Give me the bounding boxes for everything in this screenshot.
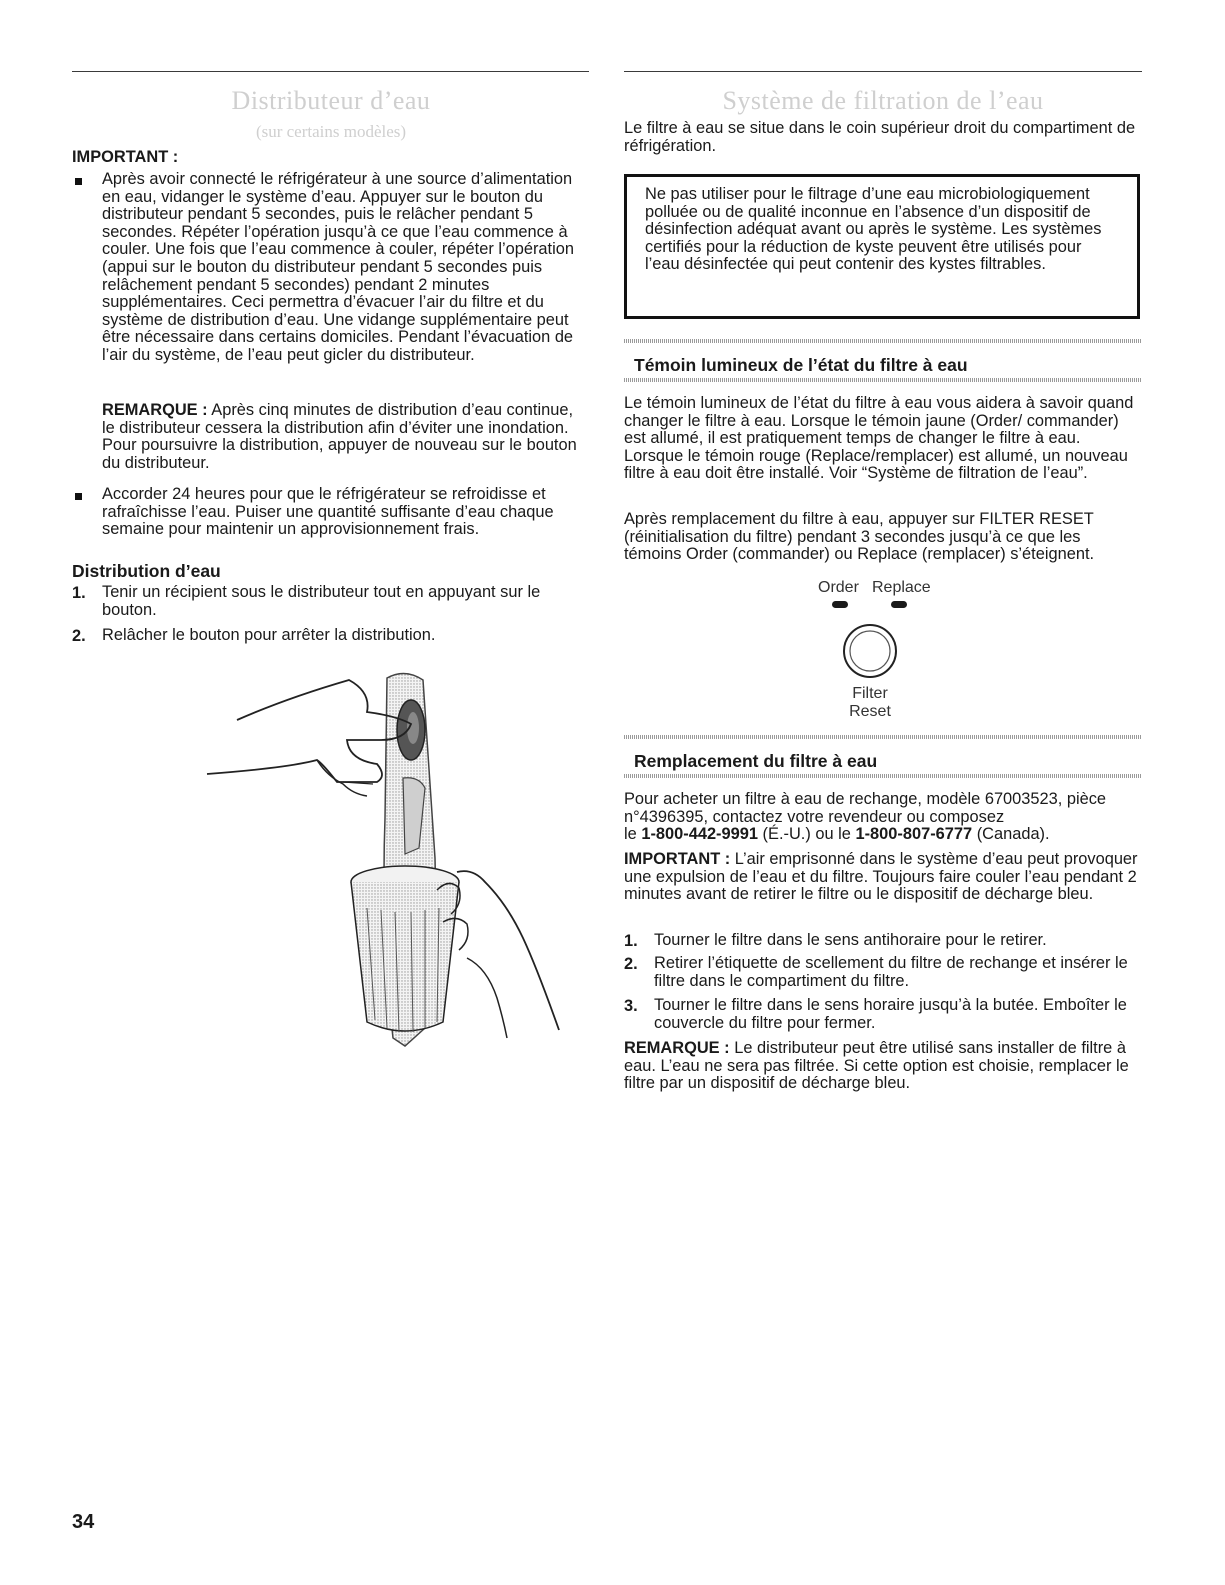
section-title: Système de filtration de l’eau <box>722 86 1044 115</box>
step-number: 1. <box>72 584 86 602</box>
filter-label: Filter <box>852 685 888 702</box>
remarque-paragraph <box>624 1040 1142 1093</box>
hatch-divider <box>624 339 1142 343</box>
purchase-le: le <box>624 825 637 844</box>
purchase-paragraph <box>624 791 1142 844</box>
important-label: IMPORTANT : <box>624 850 731 868</box>
phone-canada-suffix: (Canada). <box>976 825 1050 844</box>
intro-paragraph: Le filtre à eau se situe dans le coin supérieur droit du compartiment de réfrigération. <box>624 119 1136 155</box>
remarque-text: Après cinq minutes de distribution d’eau continue, le distributeur cessera la distribution afin d’éviter une inondation. Pour poursuivre la distribution, appuyer de nouveau sur le bouton du distributeur. <box>102 401 577 472</box>
replace-light-icon <box>891 601 907 608</box>
phone-us-suffix: (É.-U.) ou le <box>762 825 851 844</box>
bullet-marker <box>75 493 82 500</box>
page-number: 34 <box>72 1511 95 1533</box>
step-number: 2. <box>72 627 86 645</box>
distribution-heading: Distribution d’eau <box>72 561 221 581</box>
indicator-paragraph: Le témoin lumineux de l’état du filtre à eau vous aidera à savoir quand changer le filtre à eau. Lorsque le témoin jaune (Order/ commander) est allumé, il est pratiquement temps de changer le filtre à eau. Lorsque le témoin rouge (Replace/remplacer) est allumé, un nouveau filtre à eau doit être installé. Voir “Système de filtration de l’eau”. <box>624 394 1134 483</box>
hatch-divider <box>624 378 1142 382</box>
remarque-label: REMARQUE : <box>102 401 208 419</box>
warning-box <box>624 174 1140 319</box>
bullet-text-cooling: Accorder 24 heures pour que le réfrigérateur se refroidisse et rafraîchisse l’eau. Puiser une quantité suffisante d’eau chaque semaine pour maintenir un approvisionnement frais. <box>102 485 554 539</box>
step-text: Tourner le filtre dans le sens horaire jusqu’à la butée. Emboîter le couvercle du filtre pour fermer. <box>654 996 1127 1032</box>
section-title: Distributeur d’eau <box>231 86 431 115</box>
filter-reset-button-icon <box>842 623 898 679</box>
remarque-paragraph <box>102 402 590 472</box>
step-text: Tourner le filtre dans le sens antihoraire pour le retirer. <box>654 931 1047 949</box>
top-rule <box>624 71 1142 72</box>
remarque-label: REMARQUE : <box>624 1039 730 1057</box>
warning-text: Ne pas utiliser pour le filtrage d’une eau microbiologiquement polluée ou de qualité inconnue en l’absence d’un dispositif de désinfection adéquat avant ou après le système. Les systèmes certifiés pour la réduction de kyste peuvent être utilisés pour l’eau désinfectée qui peut contenir des kystes filtrables. <box>645 185 1102 274</box>
hatch-divider <box>624 774 1142 778</box>
step-text: Retirer l’étiquette de scellement du filtre de rechange et insérer le filtre dans le compartiment du filtre. <box>654 954 1128 990</box>
top-rule <box>72 71 589 72</box>
phone-canada: 1-800-807-6777 <box>855 825 973 844</box>
bullet-text-flush: Après avoir connecté le réfrigérateur à une source d’alimentation en eau, vidanger le système d’eau. Appuyer sur le bouton du distributeur pendant 5 secondes, puis le relâcher pendant 5 secondes. Répéter l’opération jusqu’à ce que l’eau commence à couler. Une fois que l’eau commence à couler, répéter l’opération (appui sur le bouton du distributeur pendant 5 secondes puis relâchement pendant 5 secondes) pendant 2 minutes supplémentaires. Ceci permettra d’évacuer l’air du filtre et du système de distribution d’eau. Une vidange supplémentaire peut être nécessaire dans certains domiciles. Pendant l’évacuation de l’air du système, de l’eau peut gicler du distributeur. <box>102 170 574 364</box>
filter-status-panel <box>810 576 960 722</box>
indicator-heading: Témoin lumineux de l’état du filtre à eau <box>634 355 968 375</box>
bullet-marker <box>75 178 82 185</box>
replace-label: Replace <box>872 579 931 596</box>
hatch-divider <box>624 735 1142 739</box>
phone-us: 1-800-442-9991 <box>641 825 758 844</box>
cup <box>351 866 459 1032</box>
important-label: IMPORTANT : <box>72 148 179 166</box>
step-number: 2. <box>624 955 638 973</box>
section-subtitle: (sur certains modèles) <box>255 122 407 141</box>
important-text: L’air emprisonné dans le système d’eau peut provoquer une expulsion de l’eau et du filtre. Toujours faire couler l’eau pendant 2 minutes avant de retirer le filtre ou le dispositif de décharge bleu. <box>624 850 1138 904</box>
important-paragraph <box>624 851 1142 904</box>
step-text: Relâcher le bouton pour arrêter la distribution. <box>102 626 436 644</box>
remarque-text: Le distributeur peut être utilisé sans installer de filtre à eau. L’eau ne sera pas filtrée. Si cette option est choisie, remplacer le filtre par un dispositif de décharge bleu. <box>624 1039 1129 1093</box>
reset-label: Reset <box>849 703 891 720</box>
purchase-text: Pour acheter un filtre à eau de rechange, modèle 67003523, pièce n°4396395, contactez votre revendeur ou composez <box>624 790 1107 826</box>
step-text: Tenir un récipient sous le distributeur tout en appuyant sur le bouton. <box>102 583 541 619</box>
reset-paragraph: Après remplacement du filtre à eau, appuyer sur FILTER RESET (réinitialisation du filtre) pendant 3 secondes jusqu’à ce que les témoins Order (commander) ou Replace (remplacer) s’éteignent. <box>624 510 1095 564</box>
order-light-icon <box>832 601 848 608</box>
dispenser-illustration <box>167 668 587 1048</box>
step-number: 1. <box>624 932 638 950</box>
step-number: 3. <box>624 997 638 1015</box>
order-label: Order <box>818 579 859 596</box>
replacement-heading: Remplacement du filtre à eau <box>634 751 878 771</box>
